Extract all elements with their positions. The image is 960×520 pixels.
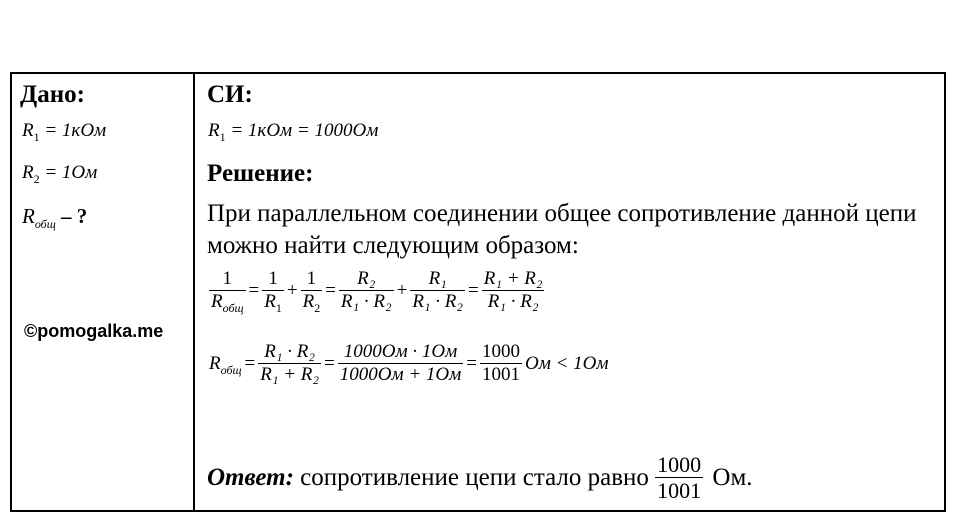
given-r2: $R_2 = 1Ом$ xyxy=(22,162,98,186)
answer-text: сопротивление цепи стало равно xyxy=(300,463,649,491)
fraction: $\frac{1000}{1001}$ xyxy=(481,341,520,385)
fraction: $\frac{\text{R₁ · R₂}}{\text{R₁ + R₂}}$ xyxy=(260,341,320,385)
solution-heading: Решение: xyxy=(207,160,314,187)
column-divider xyxy=(193,72,195,512)
watermark: ©pomogalka.me xyxy=(24,321,164,341)
fraction: $\frac{\text{R₂}}{\text{R₁ · R₂}}$ xyxy=(340,268,392,312)
solution-text: При параллельном соединении общее сопротивление данной цепи можно найти следующим образом: xyxy=(207,200,917,259)
fraction: $\frac{\text{R₁ + R₂}}{\text{R₁ · R₂}}$ xyxy=(483,268,543,312)
answer-unit: Ом. xyxy=(712,463,753,491)
fraction: $\frac{1}{R_2}$ xyxy=(302,268,321,315)
given-rtotal: $R_{общ}$ – ? xyxy=(22,204,88,231)
fraction: $\frac{1}{R_1}$ xyxy=(264,268,282,315)
equation-parallel: $\frac{1}{R_{общ}}$ = $\frac{1}{R_1}$ + $\frac{1}{R_2}$ = $\frac{\text{R₂}}{\text{R₁ · R₂}}$ + $\frac{\text{R₁}}{\text{R₁ · R₂}}$ = $\frac{\text{R₁ + R₂}}{\text{R₁ · R₂}}$ xyxy=(211,268,543,315)
fraction: $\frac{\text{R₁}}{\text{R₁ · R₂}}$ xyxy=(412,268,464,312)
given-heading: Дано: xyxy=(20,81,85,108)
si-heading: СИ: xyxy=(207,81,253,108)
si-conversion: $R_1 = 1кОм = 1000Ом$ xyxy=(208,120,379,144)
given-r1: $R_1 = 1кОм$ xyxy=(22,120,107,144)
fraction: $\frac{1000Ом \cdot 1Ом}{1000Ом + 1Ом}$ xyxy=(339,341,462,385)
answer-fraction: $\frac{1000}{1001}$ xyxy=(657,452,702,504)
answer-label: Ответ: xyxy=(207,463,294,491)
equation-result: $R_{общ}$ = $\frac{\text{R₁ · R₂}}{\text{R₁ + R₂}}$ = $\frac{1000Ом \cdot 1Ом}{1000Ом + 1Ом}$ = $\frac{1000}{1001}$ Ом < 1Ом xyxy=(209,341,609,385)
fraction: $\frac{1}{R_{общ}}$ xyxy=(211,268,244,315)
answer xyxy=(207,452,756,504)
